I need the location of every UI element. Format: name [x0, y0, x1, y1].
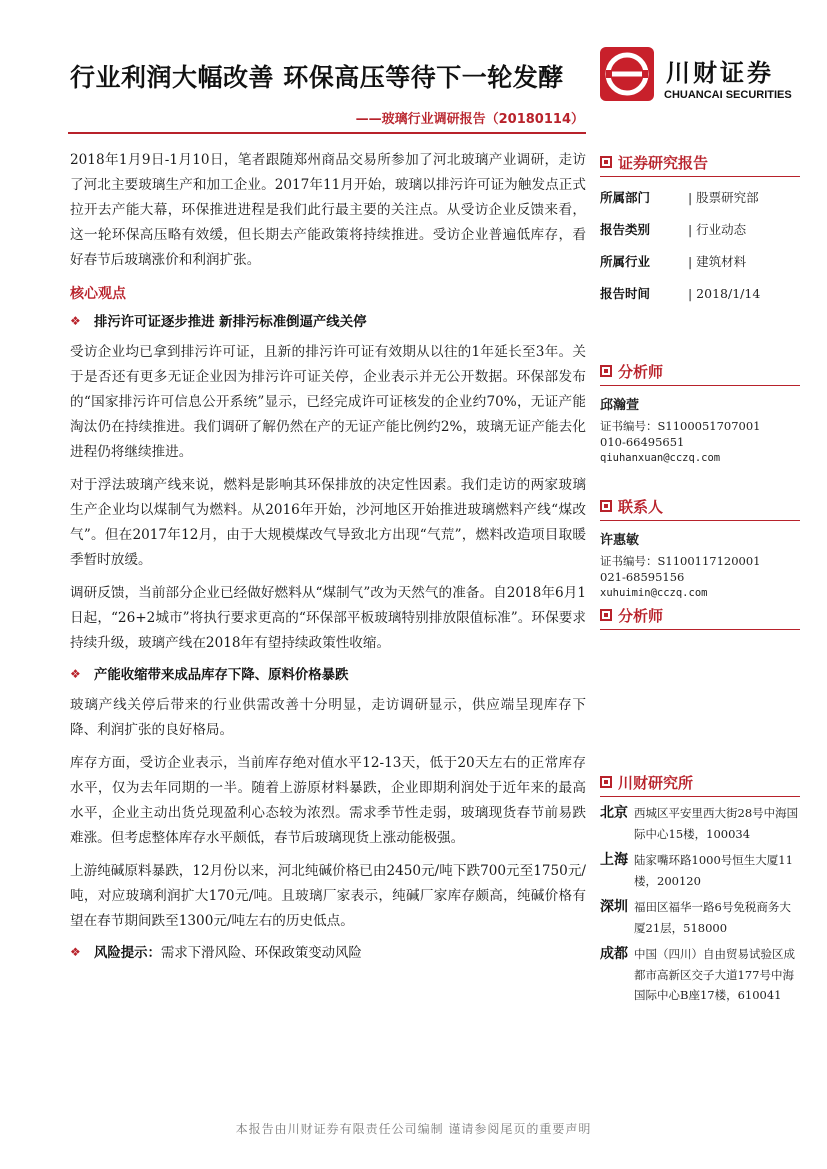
sidebar-institute-heading: 川财研究所 [600, 770, 800, 794]
body-paragraph: 库存方面，受访企业表示，当前库存绝对值水平12-13天，低于20天左右的正常库存水平，仅为去年同期的一半。随着上游原材料暴跌，企业即期利润处于近年来的最高水平，企业主动出货兑现盈利心态较为浓烈。需求季节性走弱，玻璃现货春节前易跌难涨。但考虑整体库存水平颇低，春节后玻璃现货上涨动能极强。 [70, 755, 586, 846]
section-heading: ❖ 产能收缩带来成品库存下降、原料价格暴跌 [70, 666, 349, 683]
contact-email[interactable]: xuhuimin@cczq.com [600, 587, 708, 599]
analyst-card [600, 398, 800, 466]
core-views-heading: 核心观点 [70, 286, 126, 302]
sidebar-divider [600, 629, 800, 630]
info-row-industry: 所属行业 | 建筑材料 [600, 254, 747, 269]
info-row-department: 所属部门 | 股票研究部 [600, 190, 759, 205]
square-bullet-icon [600, 156, 612, 168]
report-subtitle: ——玻璃行业调研报告（20180114） [355, 112, 584, 127]
report-title: 行业利润大幅改善 环保高压等待下一轮发酵 [70, 63, 564, 92]
contact-name: 许惠敏 [600, 533, 640, 548]
page-footer: 本报告由川财证券有限责任公司编制 谨请参阅尾页的重要声明 [235, 1122, 592, 1136]
office-shanghai: 上海 陆家嘴环路1000号恒生大厦11楼，200120 [600, 852, 793, 888]
diamond-bullet-icon: ❖ [70, 313, 81, 328]
company-logo [600, 47, 800, 105]
main-content [70, 148, 586, 971]
sidebar-analyst-heading: 分析师 [600, 359, 800, 383]
body-paragraph: 调研反馈，当前部分企业已经做好燃料从“煤制气”改为天然气的准备。自2018年6月1日起，“26+2城市”将执行要求更高的“环保部平板玻璃特别排放限值标准”。环保要求持续升级，玻璃产线在2018年有望持续政策性收缩。 [70, 585, 586, 651]
sidebar-divider [600, 520, 800, 521]
info-row-date: 报告时间 | 2018/1/14 [600, 285, 761, 301]
office-shenzhen: 深圳 福田区福华一路6号免税商务大厦21层，518000 [600, 899, 791, 935]
contact-phone: 021-68595156 [600, 570, 685, 584]
square-bullet-icon [600, 776, 612, 788]
sidebar-analyst-heading-2: 分析师 [600, 603, 800, 627]
diamond-bullet-icon: ❖ [70, 944, 81, 959]
risk-warning: ❖ 风险提示： 需求下滑风险、环保政策变动风险 [70, 944, 362, 961]
contact-card [600, 533, 800, 601]
analyst-email[interactable]: qiuhanxuan@cczq.com [600, 452, 721, 464]
body-paragraph: 玻璃产线关停后带来的行业供需改善十分明显，走访调研显示，供应端呈现库存下降、利润扩张的良好格局。 [70, 697, 586, 738]
logo-brand-en: CHUANCAI SECURITIES [664, 89, 792, 101]
logo-mark-icon [600, 47, 654, 101]
header-divider [68, 132, 586, 134]
contact-cert: 证书编号：S1100117120001 [600, 554, 761, 568]
sidebar [600, 150, 800, 1006]
sidebar-divider [600, 796, 800, 797]
analyst-name: 邱瀚萱 [600, 398, 640, 413]
intro-paragraph: 2018年1月9日-1月10日，笔者跟随郑州商品交易所参加了河北玻璃产业调研，走访了河北主要玻璃生产和加工企业。2017年11月开始，玻璃以排污许可证为触发点正式拉开去产能大幕，环保推进进程是我们此行最主要的关注点。从受访企业反馈来看，这一轮环保高压略有效缓，但长期去产能政策将持续推进。受访企业普遍低库存，看好春节后玻璃涨价和利润扩张。 [70, 152, 586, 268]
analyst-phone: 010-66495651 [600, 435, 685, 449]
sidebar-divider [600, 176, 800, 177]
section-heading: ❖ 排污许可证逐步推进 新排污标准倒逼产线关停 [70, 313, 367, 330]
body-paragraph: 对于浮法玻璃产线来说，燃料是影响其环保排放的决定性因素。我们走访的两家玻璃生产企业均以煤制气为燃料。从2016年开始，沙河地区开始推进玻璃燃料产线“煤改气”。但在2017年12月，由于大规模煤改气导致北方出现“气荒”，燃料改造项目取暖季暂时放缓。 [70, 477, 586, 568]
sidebar-report-heading: 证券研究报告 [600, 150, 800, 174]
analyst-cert: 证书编号：S1100051707001 [600, 419, 761, 433]
sidebar-divider [600, 385, 800, 386]
diamond-bullet-icon: ❖ [70, 666, 81, 681]
office-beijing: 北京 西城区平安里西大街28号中海国际中心15楼，100034 [600, 805, 799, 841]
info-row-category: 报告类别 | 行业动态 [600, 222, 747, 237]
body-paragraph: 受访企业均已拿到排污许可证，且新的排污许可证有效期从以往的1年延长至3年。关于是否还有更多无证企业因为排污许可证关停，企业表示并无公开数据。环保部发布的“国家排污许可信息公开系统”显示，已经完成许可证核发的企业约70%，无证产能淘汰仍在持续推进。我们调研了解仍然在产的无证产能比例约2%，玻璃无证产能去化进程仍将继续推进。 [70, 344, 586, 460]
body-paragraph: 上游纯碱原料暴跌，12月份以来，河北纯碱价格已由2450元/吨下跌700元至1750元/吨，对应玻璃利润扩大170元/吨。且玻璃厂家表示，纯碱厂家库存颇高，纯碱价格有望在春节期间跌至1300元/吨左右的历史低点。 [70, 863, 586, 929]
square-bullet-icon [600, 500, 612, 512]
square-bullet-icon [600, 609, 612, 621]
square-bullet-icon [600, 365, 612, 377]
office-chengdu: 成都 中国（四川）自由贸易试验区成都市高新区交子大道177号中海国际中心B座17楼，610041 [600, 946, 795, 1002]
logo-brand-cn: 川财证券 [666, 59, 774, 87]
sidebar-contact-heading: 联系人 [600, 494, 800, 518]
